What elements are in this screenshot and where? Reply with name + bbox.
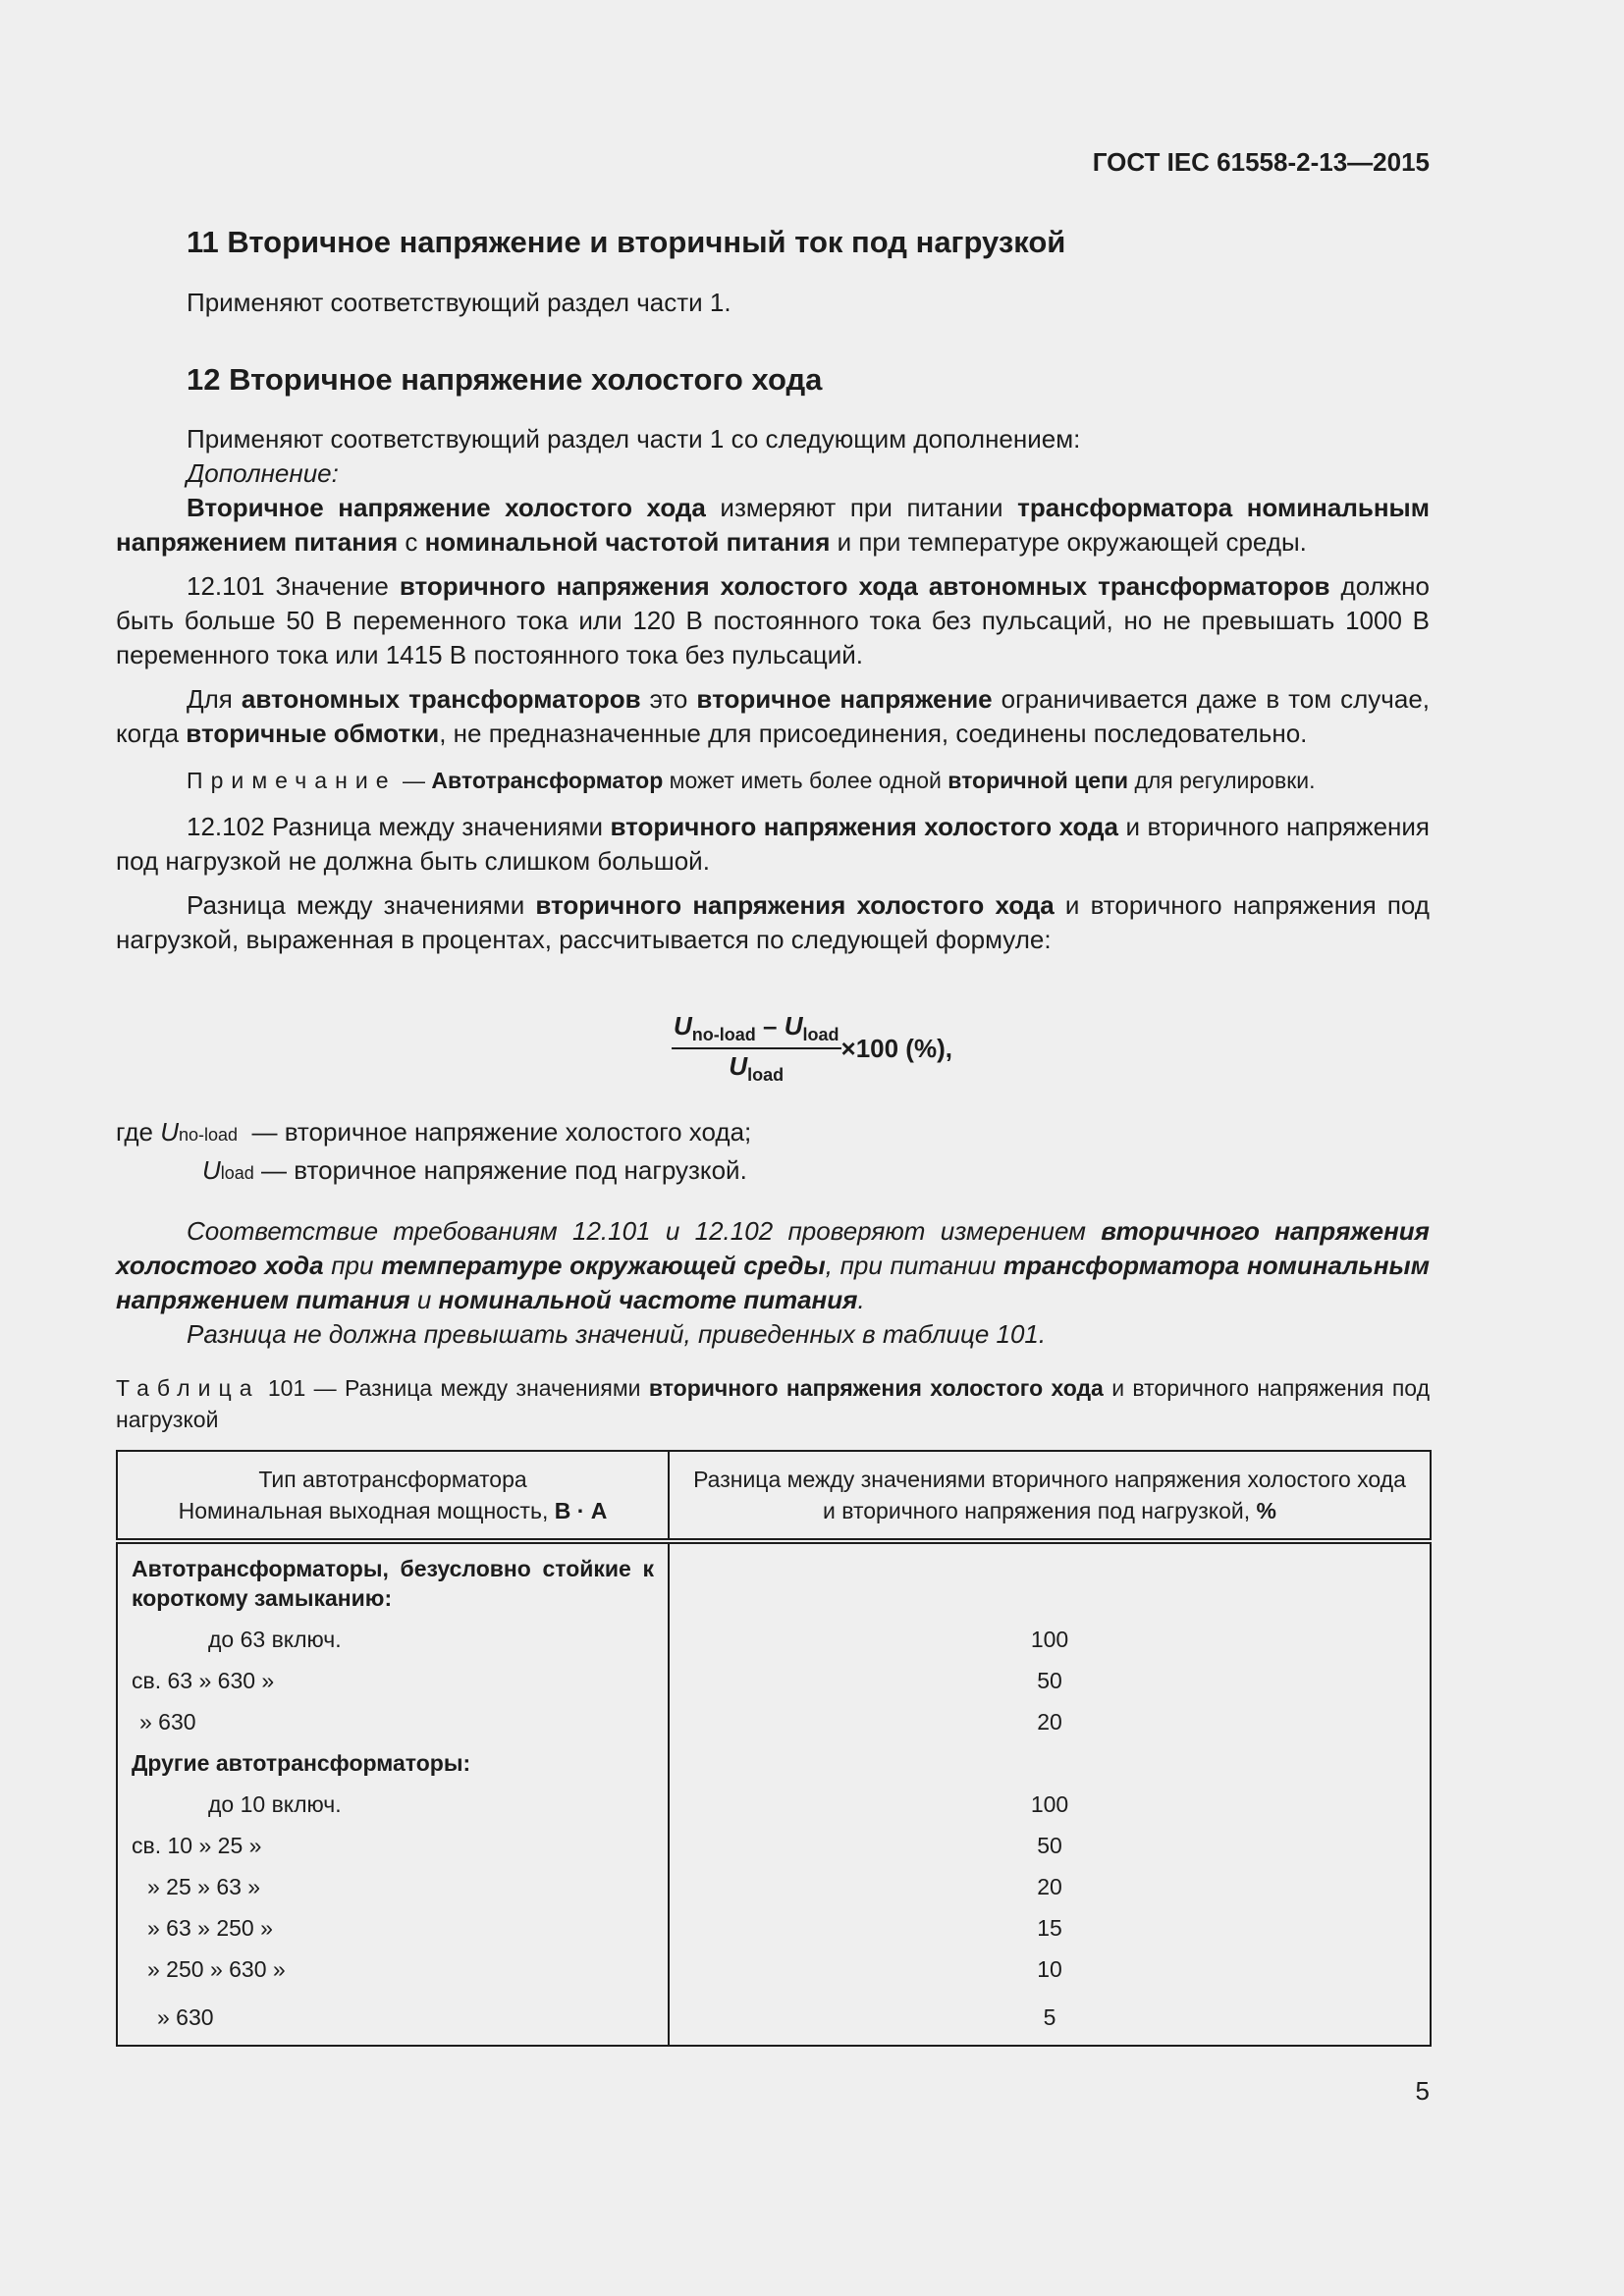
compliance-limit: Разница не должна превышать значений, приведенных в таблице 101. — [187, 1319, 1047, 1349]
table-row: св. 10 » 25 » 50 — [117, 1825, 1431, 1866]
group-other: Другие автотрансформаторы: — [117, 1742, 669, 1784]
formula-legend — [116, 1114, 751, 1191]
compliance-paragraph: Соответствие требованиям 12.101 и 12.102 проверяют измерением вторичного напряжения холостого хода при температуре окружающей среды, при питании трансформатора номинальным напряжением питания и номинальной частоте питания. — [116, 1216, 1430, 1314]
table-row: » 630 20 — [117, 1701, 1431, 1742]
table-row: » 630 5 — [117, 1990, 1431, 2046]
paragraph-measurement: Вторичное напряжение холостого хода измеряют при питании трансформатора номинальным напряжением питания с номинальной частотой питания и при температуре окружающей среды. — [116, 493, 1430, 557]
table-group-row — [117, 1742, 1431, 1784]
section-12-body — [116, 422, 1430, 957]
table-row: » 250 » 630 » 10 — [117, 1949, 1431, 1990]
table-101 — [116, 1450, 1432, 2047]
difference-formula — [0, 1011, 1624, 1086]
note-paragraph: Примечание — Автотрансформатор может иметь более одной вторичной цепи для регулировки. — [187, 768, 1316, 793]
section-11-text: Применяют соответствующий раздел части 1. — [187, 288, 731, 317]
addition-label: Дополнение: — [187, 458, 339, 488]
header-difference: Разница между значениями вторичного напряжения холостого хода и вторичного напряжения под нагрузкой, % — [669, 1451, 1431, 1541]
section-11-body — [116, 286, 1430, 320]
paragraph-12-101: 12.101 Значение вторичного напряжения холостого хода автономных трансформаторов должно быть больше 50 В переменного тока или 120 В постоянного тока без пульсаций, но не превышать 1000 В переменного тока или 1415 В постоянного тока без пульсаций. — [116, 571, 1430, 669]
paragraph-autonomous: Для автономных трансформаторов это вторичное напряжение ограничивается даже в том случае, когда вторичные обмотки, не предназначенные для присоединения, соединены последовательно. — [116, 684, 1431, 748]
table-row: до 63 включ. 100 — [117, 1619, 1431, 1660]
legend-row-noload: где U no-load — вторичное напряжение холостого хода; — [116, 1117, 752, 1147]
paragraph-formula-intro: Разница между значениями вторичного напряжения холостого хода и вторичного напряжения под нагрузкой, выраженная в процентах, рассчитывается по следующей формуле: — [116, 890, 1430, 954]
paragraph-12-102: 12.102 Разница между значениями вторичного напряжения холостого хода и вторичного напряжения под нагрузкой не должна быть слишком большой. — [116, 812, 1430, 876]
note-label: Примечание — [187, 768, 397, 793]
legend-row-load: U load — вторичное напряжение под нагрузкой. — [202, 1155, 747, 1185]
table-row: » 25 » 63 » 20 — [117, 1866, 1431, 1907]
group-short-circuit-proof: Автотрансформаторы, безусловно стойкие к короткому замыканию: — [117, 1541, 669, 1619]
table-row: » 63 » 250 » 15 — [117, 1907, 1431, 1949]
table-row: до 10 включ. 100 — [117, 1784, 1431, 1825]
page-number: 5 — [1415, 2076, 1430, 2106]
compliance-block — [116, 1214, 1430, 1352]
formula-multiplier: ×100 (%), — [840, 1033, 952, 1063]
header-power-type: Тип автотрансформатора Номинальная выходная мощность, В · А — [117, 1451, 669, 1541]
intro-paragraph: Применяют соответствующий раздел части 1 со следующим дополнением: — [187, 424, 1081, 454]
table-row: св. 63 » 630 » 50 — [117, 1660, 1431, 1701]
table-caption: Таблица 101 — Разница между значениями вторичного напряжения холостого хода и вторичного напряжения под нагрузкой — [116, 1375, 1430, 1432]
section-12-title: 12 Вторичное напряжение холостого хода — [187, 362, 823, 397]
standard-id: ГОСТ IEC 61558-2-13—2015 — [1092, 147, 1430, 177]
section-11-title: 11 Вторичное напряжение и вторичный ток под нагрузкой — [187, 225, 1066, 259]
formula-fraction — [672, 1011, 841, 1086]
table-group-row — [117, 1541, 1431, 1619]
formula-denominator: $U_{load}$ — [729, 1051, 785, 1086]
formula-numerator: $U_{no-load} - U_{load}$ — [672, 1011, 841, 1049]
